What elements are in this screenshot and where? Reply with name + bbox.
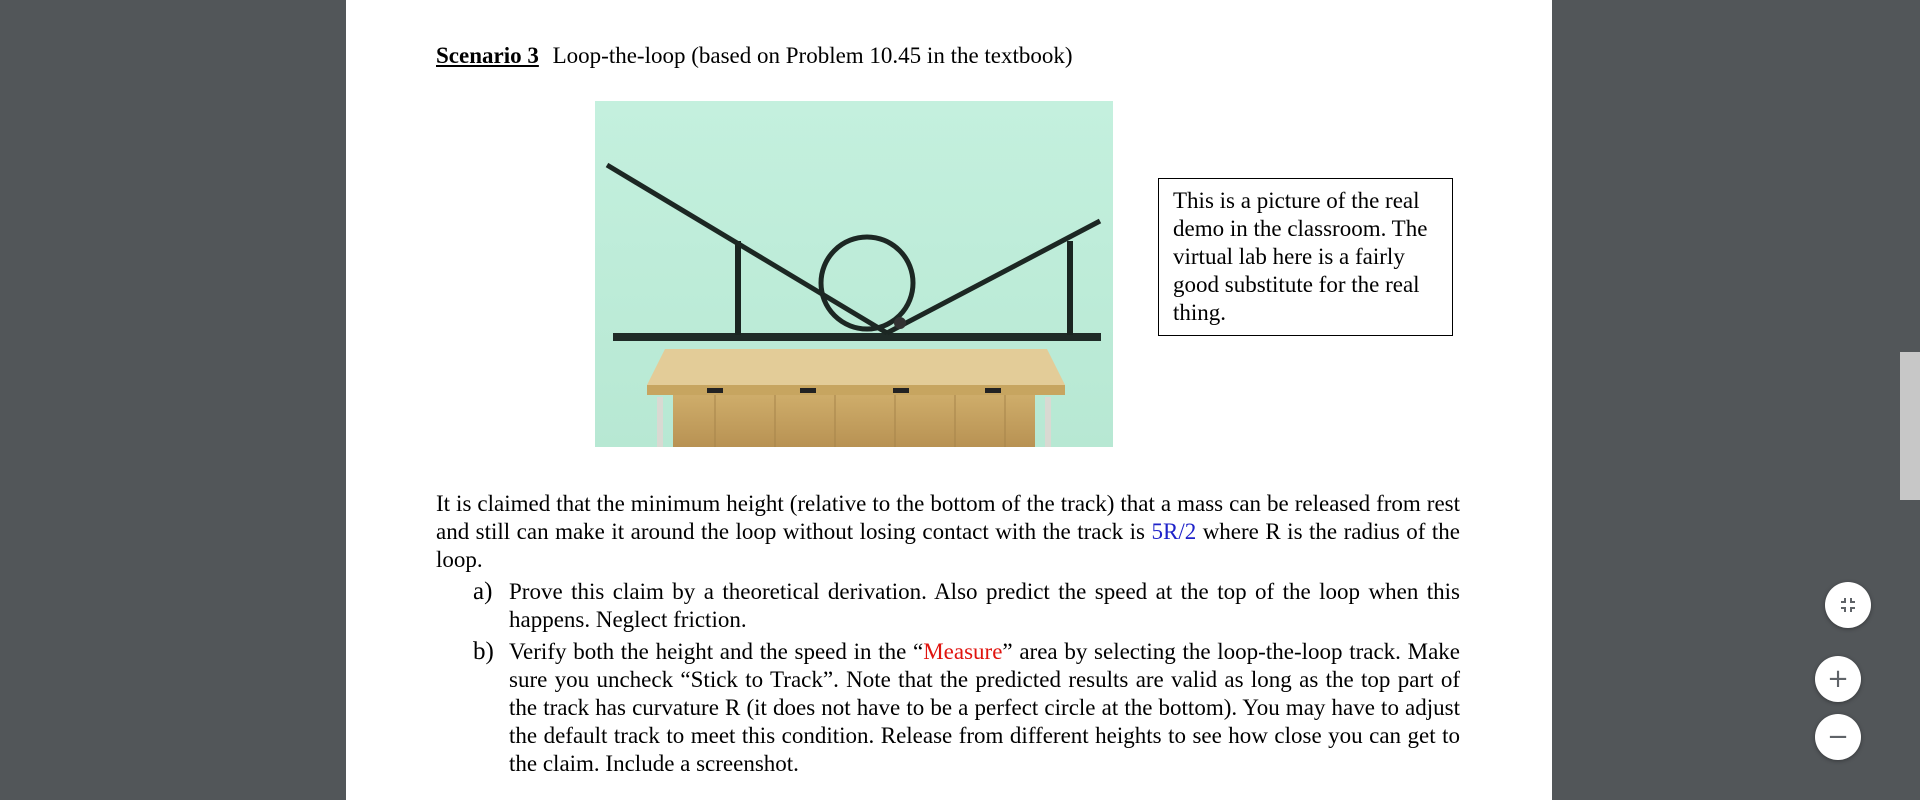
plus-icon: + bbox=[1827, 664, 1849, 694]
zoom-in-button[interactable] bbox=[1815, 656, 1861, 702]
photo-caption-box: This is a picture of the real demo in the classroom. The virtual lab here is a fairly good substitute for the real thing. bbox=[1158, 178, 1453, 336]
list-item-text-after: ” area by selecting the loop-the-loop track. Make sure you uncheck “Stick to Track”. Note that the predicted results are valid as long as the top part of the track has curvature R (it does not have to be a perfect circle at the bottom). You may have to adjust the default track to meet this condition. Release from different heights to see how close you can get to the claim. Include a screenshot. bbox=[509, 639, 1460, 776]
list-item-text: Prove this claim by a theoretical derivation. Also predict the speed at the top of the loop when this happens. Neglect friction. bbox=[509, 579, 1460, 632]
claim-text-1: It is claimed that the minimum height (relative to the bottom of the track) that a mass can be released from rest and still can make it around the loop without losing contact with the track is bbox=[436, 491, 1460, 544]
fit-to-page-button[interactable] bbox=[1825, 582, 1871, 628]
claim-height-highlight: 5R/2 bbox=[1151, 519, 1197, 544]
list-item bbox=[473, 578, 1460, 634]
scrollbar-thumb[interactable] bbox=[1900, 352, 1920, 500]
list-marker: b) bbox=[473, 638, 494, 665]
list-item-text bbox=[509, 638, 1460, 778]
claim-text-2: where R is the radius of the loop. bbox=[436, 519, 1461, 572]
zoom-out-button[interactable] bbox=[1815, 714, 1861, 760]
scenario-heading bbox=[436, 43, 1073, 69]
list-item-text-before: Verify both the height and the speed in the “ bbox=[509, 639, 924, 664]
document-page bbox=[346, 0, 1552, 800]
scenario-label: Scenario 3 bbox=[436, 43, 539, 68]
task-list bbox=[473, 578, 1460, 782]
list-item bbox=[473, 638, 1460, 778]
list-marker: a) bbox=[473, 578, 493, 605]
minus-icon: − bbox=[1827, 722, 1849, 752]
claim-paragraph bbox=[436, 490, 1460, 574]
loop-the-loop-photo bbox=[595, 101, 1113, 447]
measure-highlight: Measure bbox=[923, 639, 1003, 664]
scenario-title: Loop-the-loop (based on Problem 10.45 in the textbook) bbox=[552, 43, 1073, 68]
classroom-demo-photo-icon bbox=[595, 101, 1113, 447]
fit-to-page-icon bbox=[1839, 596, 1857, 614]
